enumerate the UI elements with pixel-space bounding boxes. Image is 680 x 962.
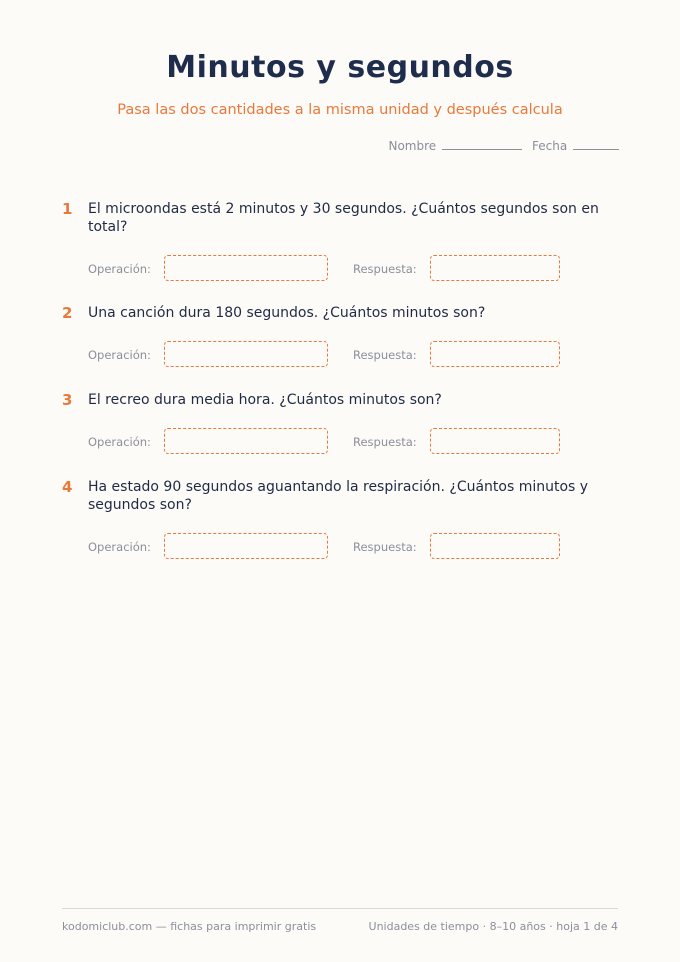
page-subtitle: Pasa las dos cantidades a la misma unidad y después calcula — [117, 102, 563, 118]
operation-box[interactable] — [164, 428, 328, 454]
operation-label: Operación: — [88, 262, 151, 276]
operation-box[interactable] — [164, 533, 328, 559]
answer-label: Respuesta: — [353, 435, 417, 449]
page-title: Minutos y segundos — [166, 50, 514, 85]
name-label: Nombre — [388, 139, 437, 153]
answer-label: Respuesta: — [353, 348, 417, 362]
question-number: 4 — [62, 478, 73, 496]
answer-box[interactable] — [430, 428, 560, 454]
answer-row-1 — [88, 255, 568, 283]
answer-row-2 — [88, 341, 568, 369]
answer-label: Respuesta: — [353, 262, 417, 276]
question-text: Una canción dura 180 segundos. ¿Cuántos minutos son? — [88, 305, 486, 321]
question-number: 1 — [62, 200, 73, 218]
date-label: Fecha — [531, 139, 568, 153]
footer-site-text: kodomiclub.com — fichas para imprimir gratis — [62, 920, 317, 933]
answer-row-3 — [88, 428, 568, 456]
question-number: 2 — [62, 304, 73, 322]
question-number: 3 — [62, 391, 73, 409]
question-2 — [62, 304, 622, 322]
answer-box[interactable] — [430, 533, 560, 559]
name-blank-line — [442, 148, 522, 150]
operation-box[interactable] — [164, 341, 328, 367]
question-text: El microondas está 2 minutos y 30 segundos. ¿Cuántos segundos son en total? — [88, 201, 599, 235]
operation-label: Operación: — [88, 435, 151, 449]
name-field — [388, 139, 522, 153]
footer-divider — [62, 908, 618, 909]
question-3 — [62, 391, 622, 409]
name-date-fields — [388, 139, 619, 153]
footer-sheet-info: Unidades de tiempo · 8–10 años · hoja 1 de 4 — [368, 920, 618, 933]
date-blank-line — [573, 148, 619, 150]
question-4 — [62, 478, 622, 514]
question-1 — [62, 200, 622, 236]
question-text: Ha estado 90 segundos aguantando la respiración. ¿Cuántos minutos y segundos son? — [88, 479, 589, 513]
date-field — [532, 139, 619, 153]
operation-label: Operación: — [88, 348, 151, 362]
operation-box[interactable] — [164, 255, 328, 281]
answer-label: Respuesta: — [353, 540, 417, 554]
answer-box[interactable] — [430, 341, 560, 367]
operation-label: Operación: — [88, 540, 151, 554]
answer-box[interactable] — [430, 255, 560, 281]
answer-row-4 — [88, 533, 568, 561]
question-text: El recreo dura media hora. ¿Cuántos minutos son? — [88, 392, 442, 408]
